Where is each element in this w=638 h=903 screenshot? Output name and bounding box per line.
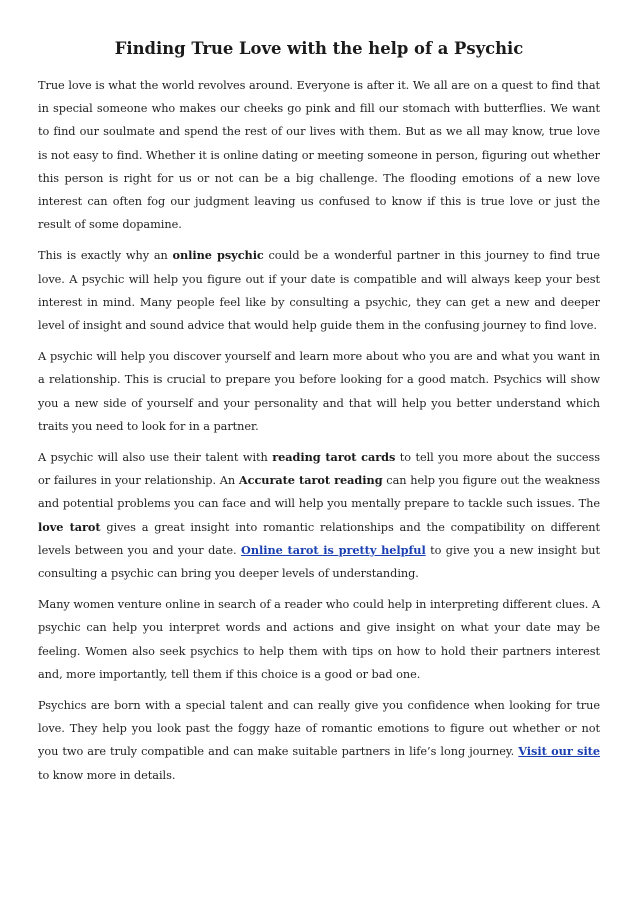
text-run: to give you a new insight but consulting a psychic can bring you deeper levels of understanding.	[38, 543, 600, 581]
visit-our-site-link[interactable]: Visit our site	[518, 744, 600, 759]
text-run: Psychics are born with a special talent and can really give you confidence when looking for true love. They help you look past the foggy haze of romantic emotions to figure out whether or not you two are truly compatible and can make suitable partners in life’s long journey.	[38, 699, 600, 759]
paragraph-intro: True love is what the world revolves around. Everyone is after it. We all are on a quest to find that in special someone who makes our cheeks go pink and fill our stomach with butterflies. We want to find our soulmate and spend the rest of our lives with them. But as we all may know, true love is not easy to find. Whether it is online dating or meeting someone in person, figuring out whether this person is right for us or not can be a big challenge. The flooding emotions of a new love interest can often fog our judgment leaving us confused to know if this is true love or just the result of some dopamine.	[38, 79, 600, 232]
text-run: to tell you more about the success or failures in your relationship. An	[38, 451, 600, 488]
text-run: can help you figure out the weakness and potential problems you can face and will help you mentally prepare to tackle such issues. The	[38, 474, 601, 511]
paragraph-tarot	[38, 446, 600, 585]
text-run: A psychic will also use their talent with	[38, 451, 273, 465]
text-run: to know more in details.	[38, 768, 176, 782]
text-run: This is exactly why an	[38, 249, 173, 263]
text-run: gives a great insight into romantic relationships and the compatibility on different levels between you and your date.	[38, 520, 600, 557]
paragraph-online-psychic	[38, 244, 600, 337]
paragraph-discover-yourself: A psychic will help you discover yourself and learn more about who you are and what you want in a relationship. This is crucial to prepare you before looking for a good match. Psychics will show you a new side of yourself and your personality and that will help you better understand which traits you need to look for in a partner.	[38, 350, 600, 433]
paragraph-closing	[38, 694, 600, 787]
bold-accurate-tarot-reading: Accurate tarot reading	[238, 473, 383, 488]
online-tarot-link[interactable]: Online tarot is pretty helpful	[241, 542, 426, 557]
page-title: Finding True Love with the help of a Psychic	[114, 39, 524, 58]
bold-online-psychic: online psychic	[172, 248, 264, 263]
bold-reading-tarot-cards: reading tarot cards	[272, 450, 396, 465]
text-run: could be a wonderful partner in this journey to find true love. A psychic will help you figure out if your date is compatible and will always keep your best interest in mind. Many people feel like by consulting a psychic, they can get a new and deeper level of insight and sound advice that would help guide them in the confusing journey to find love.	[38, 249, 600, 333]
document-page	[38, 38, 600, 795]
bold-love-tarot: love tarot	[38, 519, 101, 534]
paragraph-women-online: Many women venture online in search of a reader who could help in interpreting different clues. A psychic can help you interpret words and actions and give insight on what your date may be feeling. Women also seek psychics to help them with tips on how to hold their partners interest and, more importantly, tell them if this choice is a good or bad one.	[38, 598, 600, 681]
